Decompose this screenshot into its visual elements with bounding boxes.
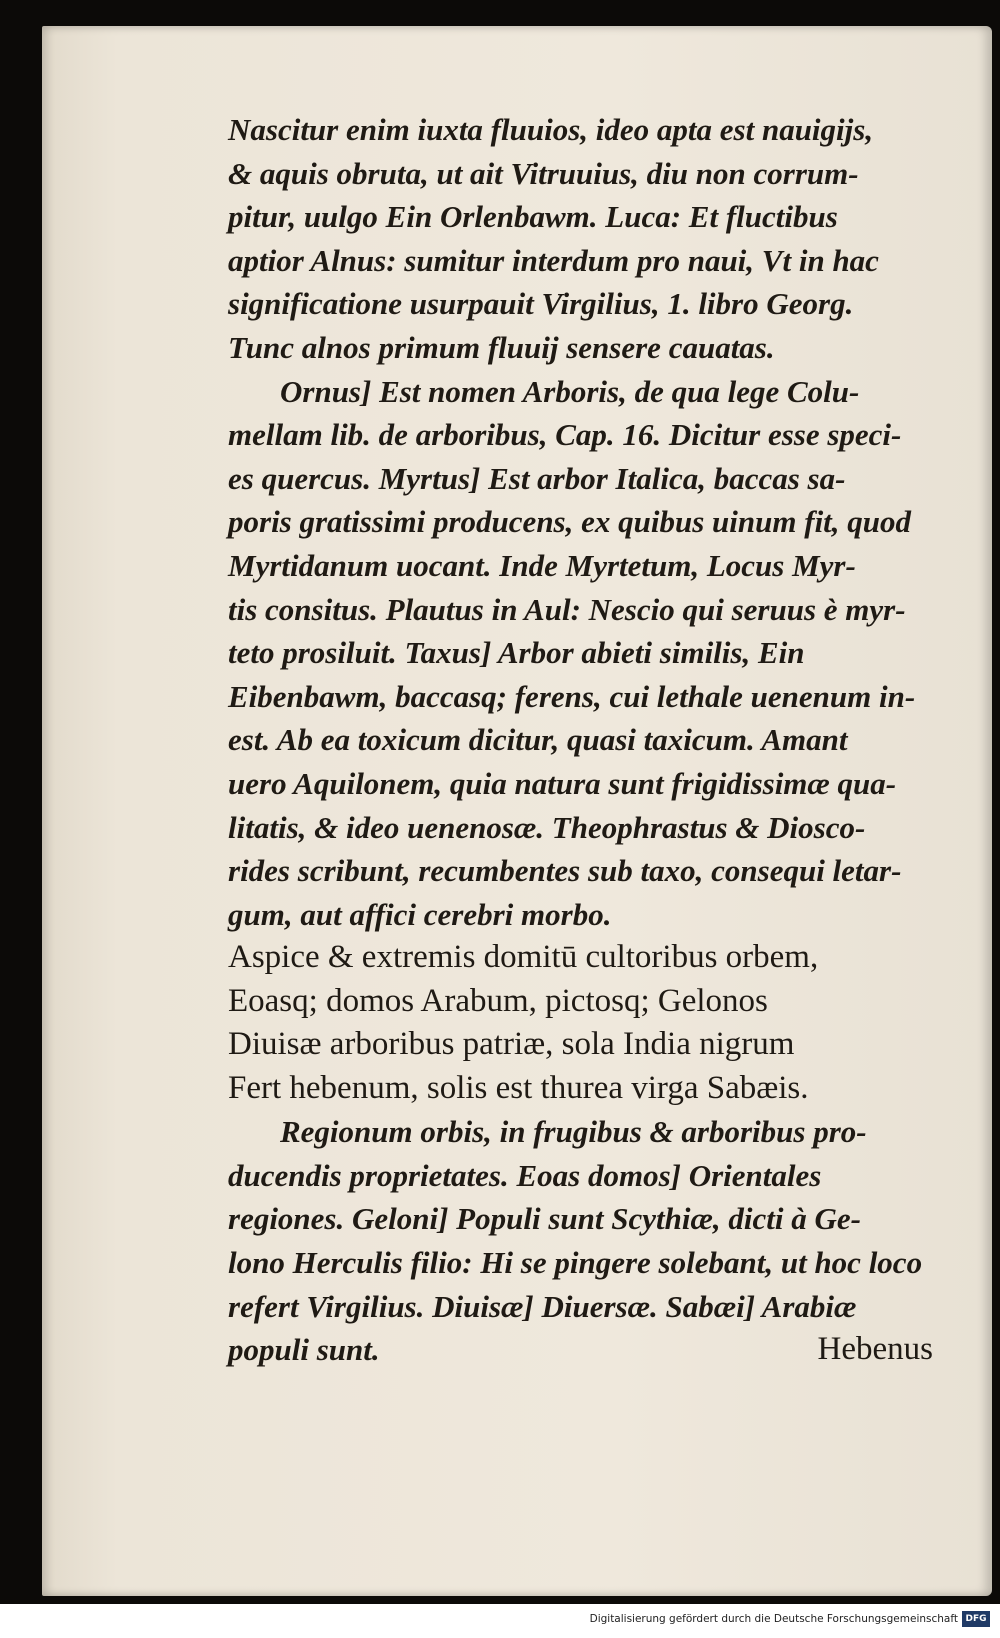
commentary-line: lono Herculis filio: Hi se pingere solebant, ut hoc loco xyxy=(228,1245,923,1281)
commentary-line: litatis, & ideo uenenosæ. Theophrastus & Diosco- xyxy=(228,809,866,845)
commentary-line: rides scribunt, recumbentes sub taxo, consequi letar- xyxy=(228,853,902,889)
commentary-line: pitur, uulgo Ein Orlenbawm. Luca: Et fluctibus xyxy=(228,199,838,235)
commentary-line: Nascitur enim iuxta fluuios, ideo apta est nauigijs, xyxy=(228,112,874,147)
commentary-line: teto prosiluit. Taxus] Arbor abieti similis, Ein xyxy=(228,635,805,671)
digitization-footer xyxy=(0,1604,1000,1638)
commentary-line: refert Virgilius. Diuisæ] Diuersæ. Sabæi] Arabiæ xyxy=(228,1288,857,1324)
commentary-line: Tunc alnos primum fluuij sensere cauatas. xyxy=(228,329,775,365)
poem-verses xyxy=(228,936,933,1110)
commentary-line: tis consitus. Plautus in Aul: Nescio qui seruus è myr- xyxy=(228,591,906,627)
dfg-logo-icon: DFG xyxy=(962,1611,990,1627)
funding-credit: Digitalisierung gefördert durch die Deutsche Forschungsgemeinschaft xyxy=(589,1613,958,1625)
commentary-line: & aquis obruta, ut ait Vitruuius, diu non corrum- xyxy=(228,155,859,191)
commentary-line: Myrtidanum uocant. Inde Myrtetum, Locus Myr- xyxy=(228,547,856,583)
commentary-line: es quercus. Myrtus] Est arbor Italica, baccas sa- xyxy=(228,460,846,496)
verse-line: Fert hebenum, solis est thurea virga Sabæis. xyxy=(228,1069,809,1106)
commentary-line: significatione usurpauit Virgilius, 1. libro Georg. xyxy=(228,286,854,322)
commentary-line: populi sunt. xyxy=(228,1332,380,1368)
commentary-line: Regionum orbis, in frugibus & arboribus pro- xyxy=(280,1114,867,1150)
commentary-line: Ornus] Est nomen Arboris, de qua lege Colu- xyxy=(280,373,860,409)
commentary-line: mellam lib. de arboribus, Cap. 16. Dicitur esse speci- xyxy=(228,417,902,453)
commentary-line: aptior Alnus: sumitur interdum pro naui, Vt in hac xyxy=(228,242,879,278)
commentary-line: regiones. Geloni] Populi sunt Scythiæ, dicti à Ge- xyxy=(228,1201,861,1237)
verse-line: Diuisæ arboribus patriæ, sola India nigrum xyxy=(228,1026,795,1063)
commentary-line: est. Ab ea toxicum dicitur, quasi taxicum. Amant xyxy=(228,722,848,758)
verse-line: Eoasq; domos Arabum, pictosq; Gelonos xyxy=(228,982,768,1019)
page-text-block xyxy=(228,108,933,1372)
commentary-line: gum, aut affici cerebri morbo. xyxy=(228,896,612,932)
commentary-block-a xyxy=(228,108,933,936)
commentary-block-b xyxy=(228,1110,933,1372)
commentary-line: poris gratissimi producens, ex quibus uinum fit, quod xyxy=(228,504,912,540)
catchword: Hebenus xyxy=(817,1331,933,1368)
commentary-line: uero Aquilonem, quia natura sunt frigidissimæ qua- xyxy=(228,765,897,801)
commentary-line: Eibenbawm, baccasq; ferens, cui lethale uenenum in- xyxy=(228,678,916,714)
verse-line: Aspice & extremis domitū cultoribus orbem, xyxy=(228,939,819,976)
commentary-line: ducendis proprietates. Eoas domos] Orientales xyxy=(228,1157,822,1193)
